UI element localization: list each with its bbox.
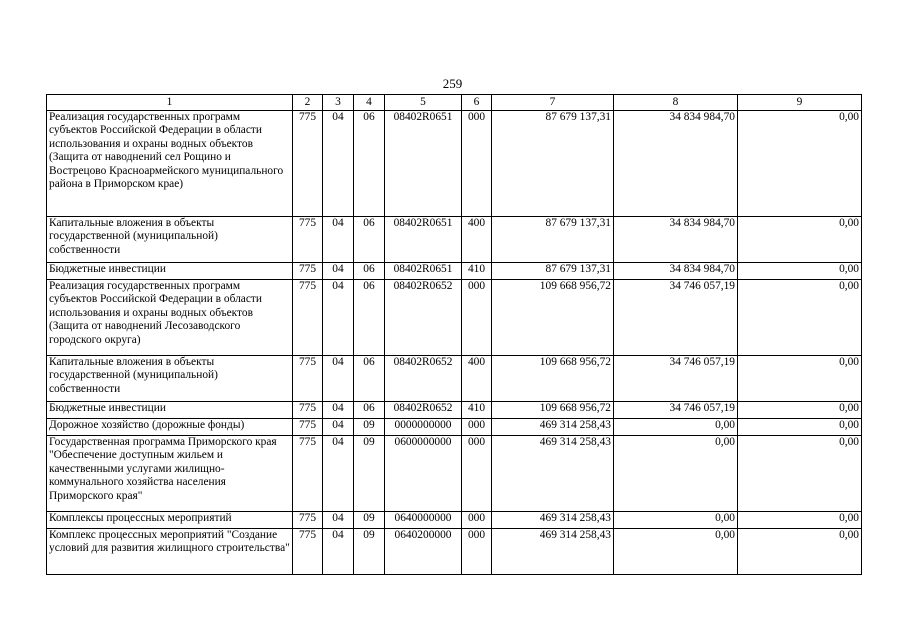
amount-col9: 0,00 (738, 217, 862, 263)
section-code: 04 (323, 111, 354, 217)
ministry-code: 775 (293, 356, 323, 402)
item-name: Бюджетные инвестиции (47, 402, 293, 419)
table-row (47, 280, 862, 356)
expense-type-code: 000 (462, 419, 492, 436)
expense-type-code: 000 (462, 512, 492, 529)
item-name: Комплекс процессных мероприятий "Создание условий для развития жилищного строительства" (47, 529, 293, 575)
expense-type-code: 400 (462, 217, 492, 263)
target-article-code: 08402R0651 (385, 111, 462, 217)
amount-col7: 469 314 258,43 (492, 512, 614, 529)
target-article-code: 0600000000 (385, 436, 462, 512)
amount-col8: 0,00 (614, 512, 738, 529)
target-article-code: 0000000000 (385, 419, 462, 436)
amount-col8: 34 746 057,19 (614, 402, 738, 419)
ministry-code: 775 (293, 529, 323, 575)
budget-table (46, 94, 862, 575)
item-name: Государственная программа Приморского края "Обеспечение доступным жильем и качественными услугами жилищно-коммунального хозяйства населения Приморского края" (47, 436, 293, 512)
subsection-code: 06 (354, 111, 385, 217)
target-article-code: 08402R0651 (385, 263, 462, 280)
amount-col9: 0,00 (738, 263, 862, 280)
amount-col7: 87 679 137,31 (492, 111, 614, 217)
column-header: 1 (47, 95, 293, 111)
amount-col7: 87 679 137,31 (492, 217, 614, 263)
column-header: 4 (354, 95, 385, 111)
item-name: Капитальные вложения в объекты государственной (муниципальной) собственности (47, 217, 293, 263)
amount-col8: 34 746 057,19 (614, 280, 738, 356)
page-number: 259 (442, 76, 463, 91)
amount-col7: 469 314 258,43 (492, 419, 614, 436)
item-name: Реализация государственных программ субъектов Российской Федерации в области использования и охраны водных объектов (Защита от наводнений сел Рощино и Вострецово Красноармейского муниципального района в Приморском крае) (47, 111, 293, 217)
amount-col8: 34 834 984,70 (614, 111, 738, 217)
subsection-code: 06 (354, 263, 385, 280)
subsection-code: 06 (354, 356, 385, 402)
amount-col7: 109 668 956,72 (492, 402, 614, 419)
section-code: 04 (323, 280, 354, 356)
ministry-code: 775 (293, 217, 323, 263)
table-row (47, 263, 862, 280)
subsection-code: 09 (354, 419, 385, 436)
item-name: Бюджетные инвестиции (47, 263, 293, 280)
amount-col9: 0,00 (738, 512, 862, 529)
target-article-code: 08402R0652 (385, 356, 462, 402)
item-name: Дорожное хозяйство (дорожные фонды) (47, 419, 293, 436)
item-name: Реализация государственных программ субъектов Российской Федерации в области использования и охраны водных объектов (Защита от наводнений Лесозаводского городского округа) (47, 280, 293, 356)
column-header: 9 (738, 95, 862, 111)
amount-col8: 34 834 984,70 (614, 217, 738, 263)
section-code: 04 (323, 402, 354, 419)
amount-col7: 109 668 956,72 (492, 280, 614, 356)
subsection-code: 06 (354, 402, 385, 419)
expense-type-code: 000 (462, 529, 492, 575)
section-code: 04 (323, 436, 354, 512)
amount-col9: 0,00 (738, 402, 862, 419)
table-row (47, 217, 862, 263)
table-row (47, 512, 862, 529)
amount-col7: 87 679 137,31 (492, 263, 614, 280)
subsection-code: 06 (354, 217, 385, 263)
amount-col9: 0,00 (738, 280, 862, 356)
expense-type-code: 000 (462, 111, 492, 217)
column-header: 3 (323, 95, 354, 111)
table-row (47, 529, 862, 575)
column-header: 6 (462, 95, 492, 111)
target-article-code: 08402R0651 (385, 217, 462, 263)
amount-col8: 34 746 057,19 (614, 356, 738, 402)
item-name: Капитальные вложения в объекты государственной (муниципальной) собственности (47, 356, 293, 402)
amount-col9: 0,00 (738, 419, 862, 436)
table-row (47, 436, 862, 512)
amount-col9: 0,00 (738, 436, 862, 512)
amount-col8: 0,00 (614, 436, 738, 512)
expense-type-code: 410 (462, 263, 492, 280)
expense-type-code: 410 (462, 402, 492, 419)
table-row (47, 419, 862, 436)
target-article-code: 08402R0652 (385, 280, 462, 356)
amount-col9: 0,00 (738, 111, 862, 217)
header-row (47, 95, 862, 111)
amount-col8: 0,00 (614, 529, 738, 575)
amount-col9: 0,00 (738, 529, 862, 575)
column-header: 5 (385, 95, 462, 111)
target-article-code: 0640000000 (385, 512, 462, 529)
section-code: 04 (323, 217, 354, 263)
section-code: 04 (323, 356, 354, 402)
expense-type-code: 000 (462, 280, 492, 356)
subsection-code: 09 (354, 512, 385, 529)
section-code: 04 (323, 263, 354, 280)
ministry-code: 775 (293, 111, 323, 217)
amount-col8: 0,00 (614, 419, 738, 436)
amount-col7: 469 314 258,43 (492, 529, 614, 575)
target-article-code: 0640200000 (385, 529, 462, 575)
amount-col9: 0,00 (738, 356, 862, 402)
amount-col8: 34 834 984,70 (614, 263, 738, 280)
section-code: 04 (323, 419, 354, 436)
amount-col7: 469 314 258,43 (492, 436, 614, 512)
expense-type-code: 400 (462, 356, 492, 402)
ministry-code: 775 (293, 263, 323, 280)
amount-col7: 109 668 956,72 (492, 356, 614, 402)
ministry-code: 775 (293, 419, 323, 436)
ministry-code: 775 (293, 436, 323, 512)
ministry-code: 775 (293, 402, 323, 419)
table-row (47, 111, 862, 217)
table-row (47, 356, 862, 402)
expense-type-code: 000 (462, 436, 492, 512)
subsection-code: 09 (354, 529, 385, 575)
subsection-code: 06 (354, 280, 385, 356)
ministry-code: 775 (293, 280, 323, 356)
section-code: 04 (323, 512, 354, 529)
column-header: 8 (614, 95, 738, 111)
column-header: 2 (293, 95, 323, 111)
item-name: Комплексы процессных мероприятий (47, 512, 293, 529)
column-header: 7 (492, 95, 614, 111)
subsection-code: 09 (354, 436, 385, 512)
ministry-code: 775 (293, 512, 323, 529)
target-article-code: 08402R0652 (385, 402, 462, 419)
section-code: 04 (323, 529, 354, 575)
table-row (47, 402, 862, 419)
